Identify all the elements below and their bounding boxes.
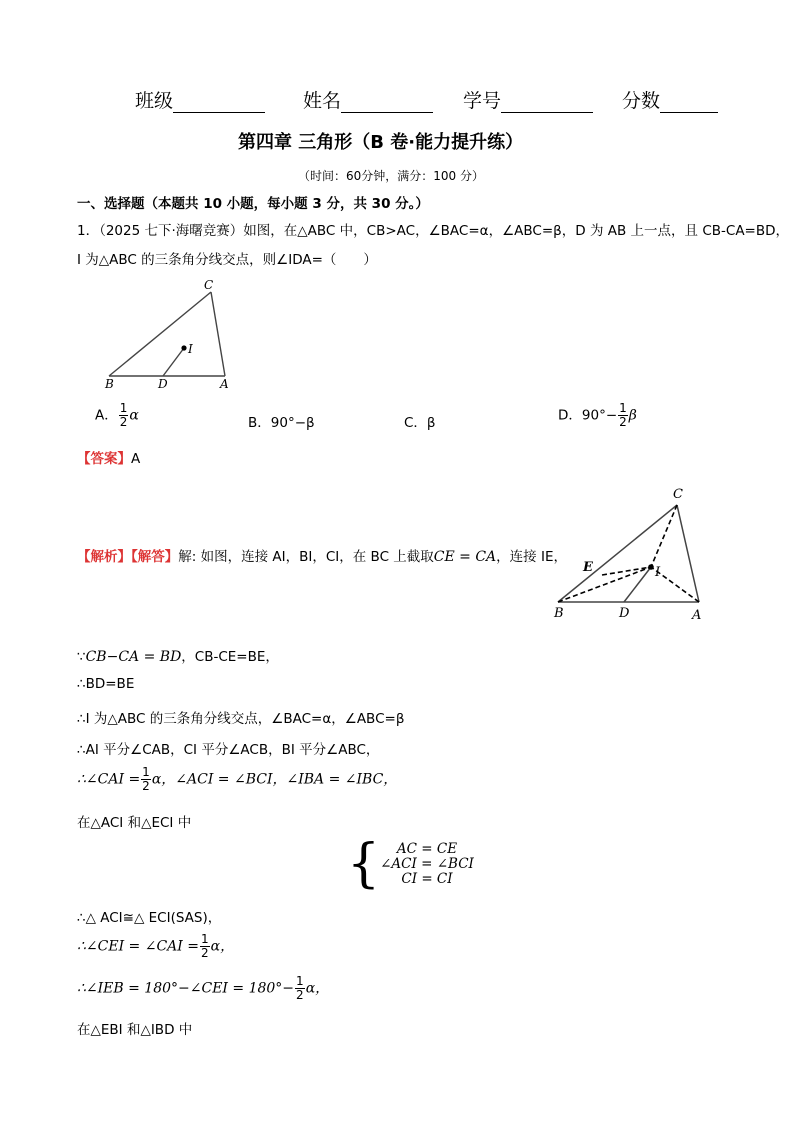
option-b[interactable]: B．90°−β bbox=[248, 415, 315, 431]
fig2-label-d: D bbox=[619, 606, 630, 621]
fig2-label-e: E bbox=[583, 560, 593, 575]
name-label: 姓名 bbox=[303, 90, 342, 112]
page-subtitle: （时间：60分钟，满分：100 分） bbox=[298, 169, 484, 183]
option-c[interactable]: C．β bbox=[404, 415, 436, 431]
score-field bbox=[622, 86, 718, 113]
class-blank[interactable] bbox=[173, 94, 265, 113]
fig1-label-d: D bbox=[158, 377, 168, 391]
score-blank[interactable] bbox=[660, 94, 718, 113]
option-d[interactable]: D．90°− $\frac{1}{2}$ β bbox=[558, 401, 637, 429]
fig1-label-a: A bbox=[220, 377, 229, 391]
fig2-label-i: I bbox=[655, 565, 661, 580]
question-stem-1: （2025 七下·海曙竞赛）如图，在△ABC 中，CB>AC，∠BAC=α，∠ABC=β，D 为 AB 上一点，且 CB-CA=BD， bbox=[99, 223, 790, 239]
solution-step-8: ∴∠CEI = ∠CAI = $\frac{1}{2}$ α， bbox=[77, 932, 235, 960]
question-stem-2: I 为△ABC 的三条角分线交点，则∠IDA=（ ） bbox=[77, 252, 377, 268]
fig1-label-c: C bbox=[204, 278, 214, 292]
step-5-fraction: $\frac{1}{2}$ bbox=[142, 765, 150, 793]
triangle-figure-1 bbox=[100, 276, 240, 392]
id-field bbox=[463, 86, 593, 113]
solution-step-5: ∴∠CAI = $\frac{1}{2}$ α，∠ACI = ∠BCI，∠IBA = ∠IBC， bbox=[77, 765, 398, 793]
solution-step-9: ∴∠IEB = 180°−∠CEI = 180°− $\frac{1}{2}$ α， bbox=[77, 974, 330, 1002]
equation-system bbox=[347, 834, 474, 894]
name-field bbox=[303, 86, 433, 113]
solution-step-6: 在△ACI 和△ECI 中 bbox=[77, 815, 192, 831]
section-heading: 一、选择题（本题共 10 小题，每小题 3 分，共 30 分。） bbox=[77, 196, 429, 212]
option-d-fraction: $\frac{1}{2}$ bbox=[619, 401, 627, 429]
score-label: 分数 bbox=[622, 90, 661, 112]
fig2-label-b: B bbox=[554, 606, 564, 621]
solution-step-4: ∴AI 平分∠CAB，CI 平分∠ACB，BI 平分∠ABC， bbox=[77, 742, 380, 758]
solution-step-7: ∴△ ACI≅△ ECI(SAS)， bbox=[77, 910, 222, 926]
fig2-label-c: C bbox=[673, 487, 683, 502]
question-1-line-1 bbox=[77, 219, 789, 239]
solution-step-10: 在△EBI 和△IBD 中 bbox=[77, 1022, 193, 1038]
id-label: 学号 bbox=[463, 90, 502, 112]
solution-step-1: ∵CB−CA = BD，CB-CE=BE， bbox=[77, 649, 279, 665]
class-label: 班级 bbox=[135, 90, 174, 112]
solution-label-2: 【解答】 bbox=[131, 549, 179, 565]
answer-value: A bbox=[131, 451, 141, 467]
equation-lines: AC = CE ∠ACI = ∠BCI CI = CI bbox=[380, 840, 474, 887]
fig1-label-i: I bbox=[188, 342, 193, 356]
solution-intro: 【解析】【解答】解: 如图，连接 AI，BI，CI，在 BC 上截取CE = CA，连接 IE， bbox=[77, 549, 567, 565]
left-brace: { bbox=[347, 834, 381, 894]
option-a[interactable]: A． $\frac{1}{2}$ α bbox=[95, 401, 139, 429]
solution-label-1: 【解析】 bbox=[77, 549, 131, 565]
solution-step-3: ∴I 为△ABC 的三条角分线交点，∠BAC=α，∠ABC=β bbox=[77, 711, 405, 727]
class-field bbox=[135, 86, 265, 113]
id-blank[interactable] bbox=[501, 94, 593, 113]
page-title: 第四章 三角形（B 卷·能力提升练） bbox=[238, 132, 524, 153]
step-9-fraction: $\frac{1}{2}$ bbox=[296, 974, 304, 1002]
answer-label: 【答案】 bbox=[77, 451, 131, 467]
option-a-fraction: $\frac{1}{2}$ bbox=[119, 401, 128, 429]
step-8-fraction: $\frac{1}{2}$ bbox=[201, 932, 209, 960]
solution-step-2: ∴BD=BE bbox=[77, 676, 135, 692]
triangle-figure-2 bbox=[548, 484, 718, 624]
question-number: 1． bbox=[77, 223, 100, 239]
fig1-label-b: B bbox=[105, 377, 114, 391]
answer-line bbox=[77, 447, 140, 467]
name-blank[interactable] bbox=[341, 94, 433, 113]
fig2-label-a: A bbox=[692, 608, 702, 623]
